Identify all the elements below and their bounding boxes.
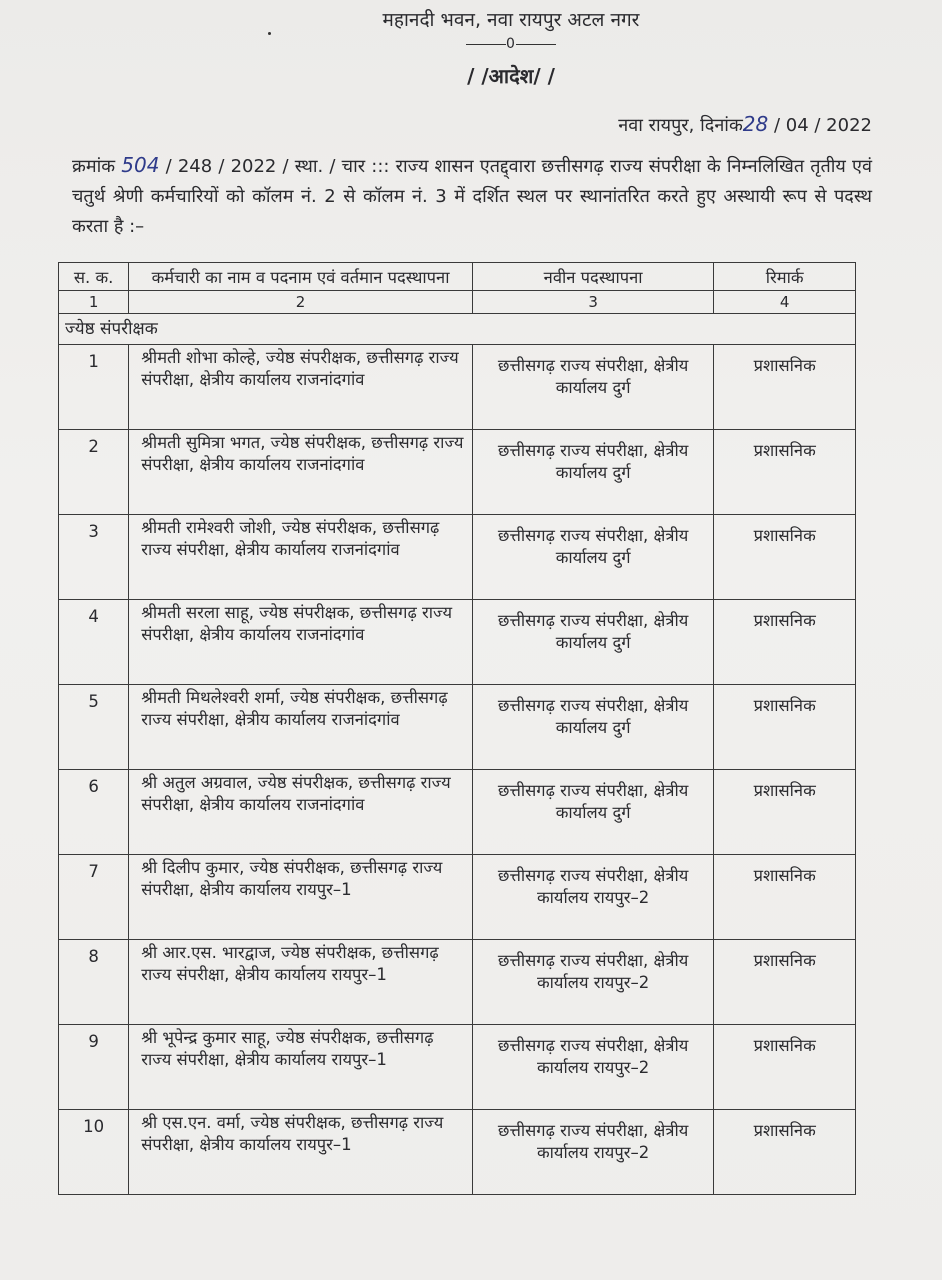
- table-row: [59, 685, 856, 770]
- new-posting: छत्तीसगढ़ राज्य संपरीक्षा, क्षेत्रीय कार्यालय रायपुर–2: [472, 1110, 714, 1195]
- col-header-remark: रिमार्क: [714, 263, 856, 291]
- new-posting: छत्तीसगढ़ राज्य संपरीक्षा, क्षेत्रीय कार्यालय दुर्ग: [472, 345, 714, 430]
- remark: प्रशासनिक: [714, 600, 856, 685]
- separator-mark: 0: [506, 36, 516, 52]
- serial-number: 3: [59, 515, 129, 600]
- table-row: [59, 1110, 856, 1195]
- new-posting: छत्तीसगढ़ राज्य संपरीक्षा, क्षेत्रीय कार्यालय दुर्ग: [472, 430, 714, 515]
- table-row: [59, 1025, 856, 1110]
- employee-name: श्री अतुल अग्रवाल, ज्येष्ठ संपरीक्षक, छत्तीसगढ़ राज्य संपरीक्षा, क्षेत्रीय कार्यालय राजनांदगांव: [129, 770, 473, 855]
- remark: प्रशासनिक: [714, 515, 856, 600]
- table-row: [59, 940, 856, 1025]
- employee-name: श्रीमती सुमित्रा भगत, ज्येष्ठ संपरीक्षक, छत्तीसगढ़ राज्य संपरीक्षा, क्षेत्रीय कार्यालय राजनांदगांव: [129, 430, 473, 515]
- section-title: ज्येष्ठ संपरीक्षक: [59, 314, 856, 345]
- header-separator: [40, 36, 942, 52]
- ref-number: 504: [121, 153, 160, 177]
- speck: [268, 32, 271, 35]
- employee-name: श्रीमती रामेश्वरी जोशी, ज्येष्ठ संपरीक्षक, छत्तीसगढ़ राज्य संपरीक्षा, क्षेत्रीय कार्यालय राजनांदगांव: [129, 515, 473, 600]
- serial-number: 8: [59, 940, 129, 1025]
- serial-number: 7: [59, 855, 129, 940]
- remark: प्रशासनिक: [714, 430, 856, 515]
- serial-number: 6: [59, 770, 129, 855]
- table-row: [59, 600, 856, 685]
- order-body: [72, 150, 872, 242]
- serial-number: 5: [59, 685, 129, 770]
- new-posting: छत्तीसगढ़ राज्य संपरीक्षा, क्षेत्रीय कार्यालय दुर्ग: [472, 515, 714, 600]
- ref-prefix: क्रमांक: [72, 156, 116, 177]
- serial-number: 2: [59, 430, 129, 515]
- remark: प्रशासनिक: [714, 940, 856, 1025]
- new-posting: छत्तीसगढ़ राज्य संपरीक्षा, क्षेत्रीय कार्यालय रायपुर–2: [472, 855, 714, 940]
- table-row: [59, 430, 856, 515]
- remark: प्रशासनिक: [714, 345, 856, 430]
- order-title: / /आदेश/ /: [467, 64, 555, 88]
- col-header-posting: नवीन पदस्थापना: [472, 263, 714, 291]
- serial-number: 9: [59, 1025, 129, 1110]
- employee-name: श्रीमती शोभा कोल्हे, ज्येष्ठ संपरीक्षक, छत्तीसगढ़ राज्य संपरीक्षा, क्षेत्रीय कार्यालय राजनांदगांव: [129, 345, 473, 430]
- col-number: 1: [59, 291, 129, 314]
- remark: प्रशासनिक: [714, 1110, 856, 1195]
- date-line: [618, 112, 872, 137]
- col-header-name: कर्मचारी का नाम व पदनाम एवं वर्तमान पदस्थापना: [129, 263, 473, 291]
- remark: प्रशासनिक: [714, 770, 856, 855]
- remark: प्रशासनिक: [714, 685, 856, 770]
- date-prefix: नवा रायपुर, दिनांक: [618, 115, 743, 136]
- table-row: [59, 855, 856, 940]
- employee-name: श्री आर.एस. भारद्वाज, ज्येष्ठ संपरीक्षक, छत्तीसगढ़ राज्य संपरीक्षा, क्षेत्रीय कार्यालय रायपुर–1: [129, 940, 473, 1025]
- office-address: महानदी भवन, नवा रायपुर अटल नगर: [382, 9, 640, 31]
- table-header-row: [59, 263, 856, 291]
- serial-number: 4: [59, 600, 129, 685]
- remark: प्रशासनिक: [714, 1025, 856, 1110]
- new-posting: छत्तीसगढ़ राज्य संपरीक्षा, क्षेत्रीय कार्यालय दुर्ग: [472, 685, 714, 770]
- serial-number: 10: [59, 1110, 129, 1195]
- col-number: 2: [129, 291, 473, 314]
- employee-name: श्री दिलीप कुमार, ज्येष्ठ संपरीक्षक, छत्तीसगढ़ राज्य संपरीक्षा, क्षेत्रीय कार्यालय रायपुर–1: [129, 855, 473, 940]
- new-posting: छत्तीसगढ़ राज्य संपरीक्षा, क्षेत्रीय कार्यालय रायपुर–2: [472, 1025, 714, 1110]
- table-row: [59, 345, 856, 430]
- serial-number: 1: [59, 345, 129, 430]
- table-row: [59, 770, 856, 855]
- date-day: 28: [742, 112, 769, 136]
- remark: प्रशासनिक: [714, 855, 856, 940]
- column-number-row: [59, 291, 856, 314]
- new-posting: छत्तीसगढ़ राज्य संपरीक्षा, क्षेत्रीय कार्यालय दुर्ग: [472, 770, 714, 855]
- ref-text: / 248 / 2022 / स्था. / चार ::: राज्य शासन एतद्द्वारा छत्तीसगढ़ राज्य संपरीक्षा के निम्नलिखित तृतीय एवं चतुर्थ श्रेणी कर्मचारियों को कॉलम नं. 2 से कॉलम नं. 3 में दर्शित स्थल पर स्थानांतरित करते हुए अस्थायी रूप से पदस्थ करता है :–: [72, 156, 872, 237]
- employee-name: श्री एस.एन. वर्मा, ज्येष्ठ संपरीक्षक, छत्तीसगढ़ राज्य संपरीक्षा, क्षेत्रीय कार्यालय रायपुर–1: [129, 1110, 473, 1195]
- employee-name: श्रीमती मिथलेश्वरी शर्मा, ज्येष्ठ संपरीक्षक, छत्तीसगढ़ राज्य संपरीक्षा, क्षेत्रीय कार्यालय राजनांदगांव: [129, 685, 473, 770]
- col-header-sn: स. क.: [59, 263, 129, 291]
- section-row: [59, 314, 856, 345]
- new-posting: छत्तीसगढ़ राज्य संपरीक्षा, क्षेत्रीय कार्यालय रायपुर–2: [472, 940, 714, 1025]
- transfer-table: [58, 262, 856, 1195]
- employee-name: श्री भूपेन्द्र कुमार साहू, ज्येष्ठ संपरीक्षक, छत्तीसगढ़ राज्य संपरीक्षा, क्षेत्रीय कार्यालय रायपुर–1: [129, 1025, 473, 1110]
- date-rest: / 04 / 2022: [773, 115, 872, 136]
- col-number: 4: [714, 291, 856, 314]
- col-number: 3: [472, 291, 714, 314]
- employee-name: श्रीमती सरला साहू, ज्येष्ठ संपरीक्षक, छत्तीसगढ़ राज्य संपरीक्षा, क्षेत्रीय कार्यालय राजनांदगांव: [129, 600, 473, 685]
- new-posting: छत्तीसगढ़ राज्य संपरीक्षा, क्षेत्रीय कार्यालय दुर्ग: [472, 600, 714, 685]
- table-row: [59, 515, 856, 600]
